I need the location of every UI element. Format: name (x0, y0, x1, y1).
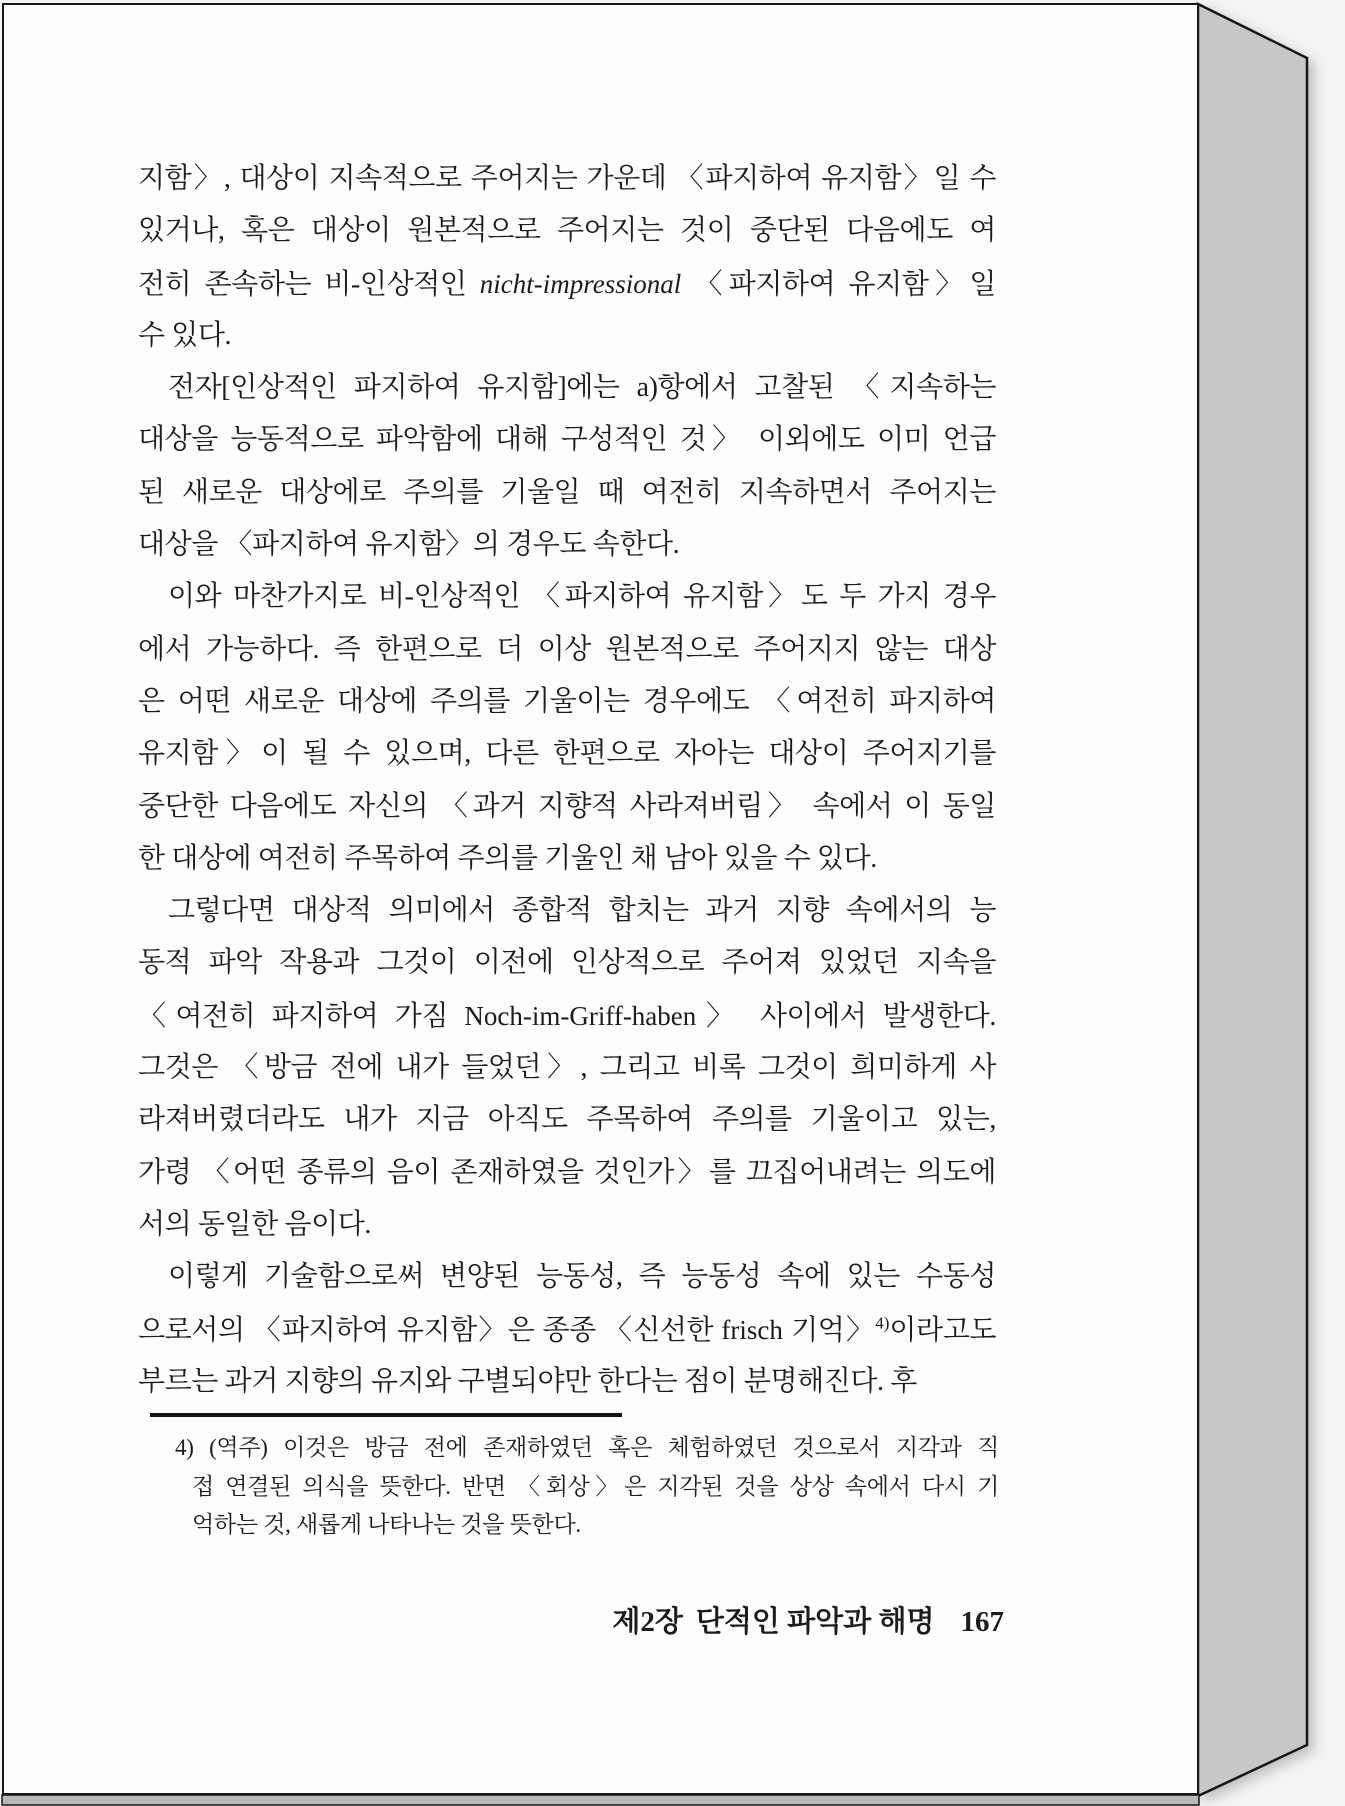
body-line: 전히 존속하는 비-인상적인 nicht-impressional 〈파지하여 유지함〉일 (138, 268, 996, 300)
footnote-separator (150, 1413, 622, 1417)
body-line: 라져버렸더라도 내가 지금 아직도 주목하여 주의를 기울이고 있는, (138, 1104, 996, 1136)
body-text (138, 153, 996, 1408)
body-line: 동적 파악 작용과 그것이 이전에 인상적으로 주어져 있었던 지속을 (138, 947, 996, 979)
body-line: 지함〉, 대상이 지속적으로 주어지는 가운데 〈파지하여 유지함〉일 수 (138, 163, 996, 194)
latin-term: Noch-im-Griff-haben (464, 1000, 697, 1031)
footnote (175, 1429, 999, 1545)
body-line: 부르는 과거 지향의 유지와 구별되야만 한다는 점이 분명해진다. 후 (138, 1365, 917, 1397)
body-line: 은 어떤 새로운 대상에 주의를 기울이는 경우에도 〈여전히 파지하여 (138, 685, 996, 717)
body-line: 전자[인상적인 파지하여 유지함]에는 a)항에서 고찰된 〈지속하는 (168, 372, 996, 404)
footnote-line: 억하는 것, 새롭게 나타나는 것을 뜻한다. (192, 1512, 581, 1538)
body-line: 이렇게 기술함으로써 변양된 능동성, 즉 능동성 속에 있는 수동성 (168, 1261, 996, 1293)
body-line: 이와 마찬가지로 비-인상적인 〈파지하여 유지함〉도 두 가지 경우 (168, 581, 996, 613)
body-line: 대상을 능동적으로 파악함에 대해 구성적인 것〉 이외에도 이미 언급 (138, 424, 996, 456)
body-line: 수 있다. (138, 319, 232, 351)
footnote-line: 4) (역주) 이것은 방금 전에 존재하였던 혹은 체험하였던 것으로서 지각과 직 (175, 1435, 999, 1460)
page (2, 3, 1199, 1795)
footnote-reference: 4) (875, 1313, 890, 1333)
body-line: 된 새로운 대상에로 주의를 기울일 때 여전히 지속하면서 주어지는 (138, 476, 996, 508)
page-number: 167 (960, 1606, 1004, 1638)
running-footer (612, 1599, 1004, 1640)
body-line: 한 대상에 여전히 주목하여 주의를 기울인 채 남아 있을 수 있다. (138, 842, 877, 874)
footnote-line: 접 연결된 의식을 뜻한다. 반면 〈회상〉은 지각된 것을 상상 속에서 다시 기 (192, 1473, 999, 1499)
body-line: 중단한 다음에도 자신의 〈과거 지향적 사라져버림〉 속에서 이 동일 (138, 790, 996, 822)
page-edge-right (1198, 4, 1307, 1796)
body-line: 〈여전히 파지하여 가짐 Noch-im-Griff-haben〉 사이에서 발생한다. (138, 1000, 996, 1032)
body-line: 서의 동일한 음이다. (138, 1208, 371, 1240)
body-line: 있거나, 혹은 대상이 원본적으로 주어지는 것이 중단된 다음에도 여 (138, 215, 996, 247)
body-line: 에서 가능하다. 즉 한편으로 더 이상 원본적으로 주어지지 않는 대상 (138, 633, 996, 665)
body-line: 유지함〉이 될 수 있으며, 다른 한편으로 자아는 대상이 주어지기를 (138, 738, 996, 770)
body-line: 그렇다면 대상적 의미에서 종합적 합치는 과거 지향 속에서의 능 (168, 895, 996, 927)
latin-term-italic: nicht-impressional (479, 268, 682, 299)
chapter-label: 제2장 (612, 1606, 683, 1638)
chapter-title: 단적인 파악과 해명 (695, 1606, 935, 1638)
body-line: 그것은 〈방금 전에 내가 들었던〉, 그리고 비록 그것이 희미하게 사 (138, 1052, 996, 1084)
body-line: 으로서의 〈파지하여 유지함〉은 종종 〈신선한 frisch 기억〉$^{4)}$이라고도 (138, 1313, 996, 1346)
body-line: 대상을 〈파지하여 유지함〉의 경우도 속한다. (138, 529, 680, 561)
body-line: 가령 〈어떤 종류의 음이 존재하였을 것인가〉를 끄집어내려는 의도에 (138, 1156, 996, 1188)
latin-term: frisch (721, 1314, 783, 1345)
page-edge-bottom (2, 1795, 1199, 1805)
